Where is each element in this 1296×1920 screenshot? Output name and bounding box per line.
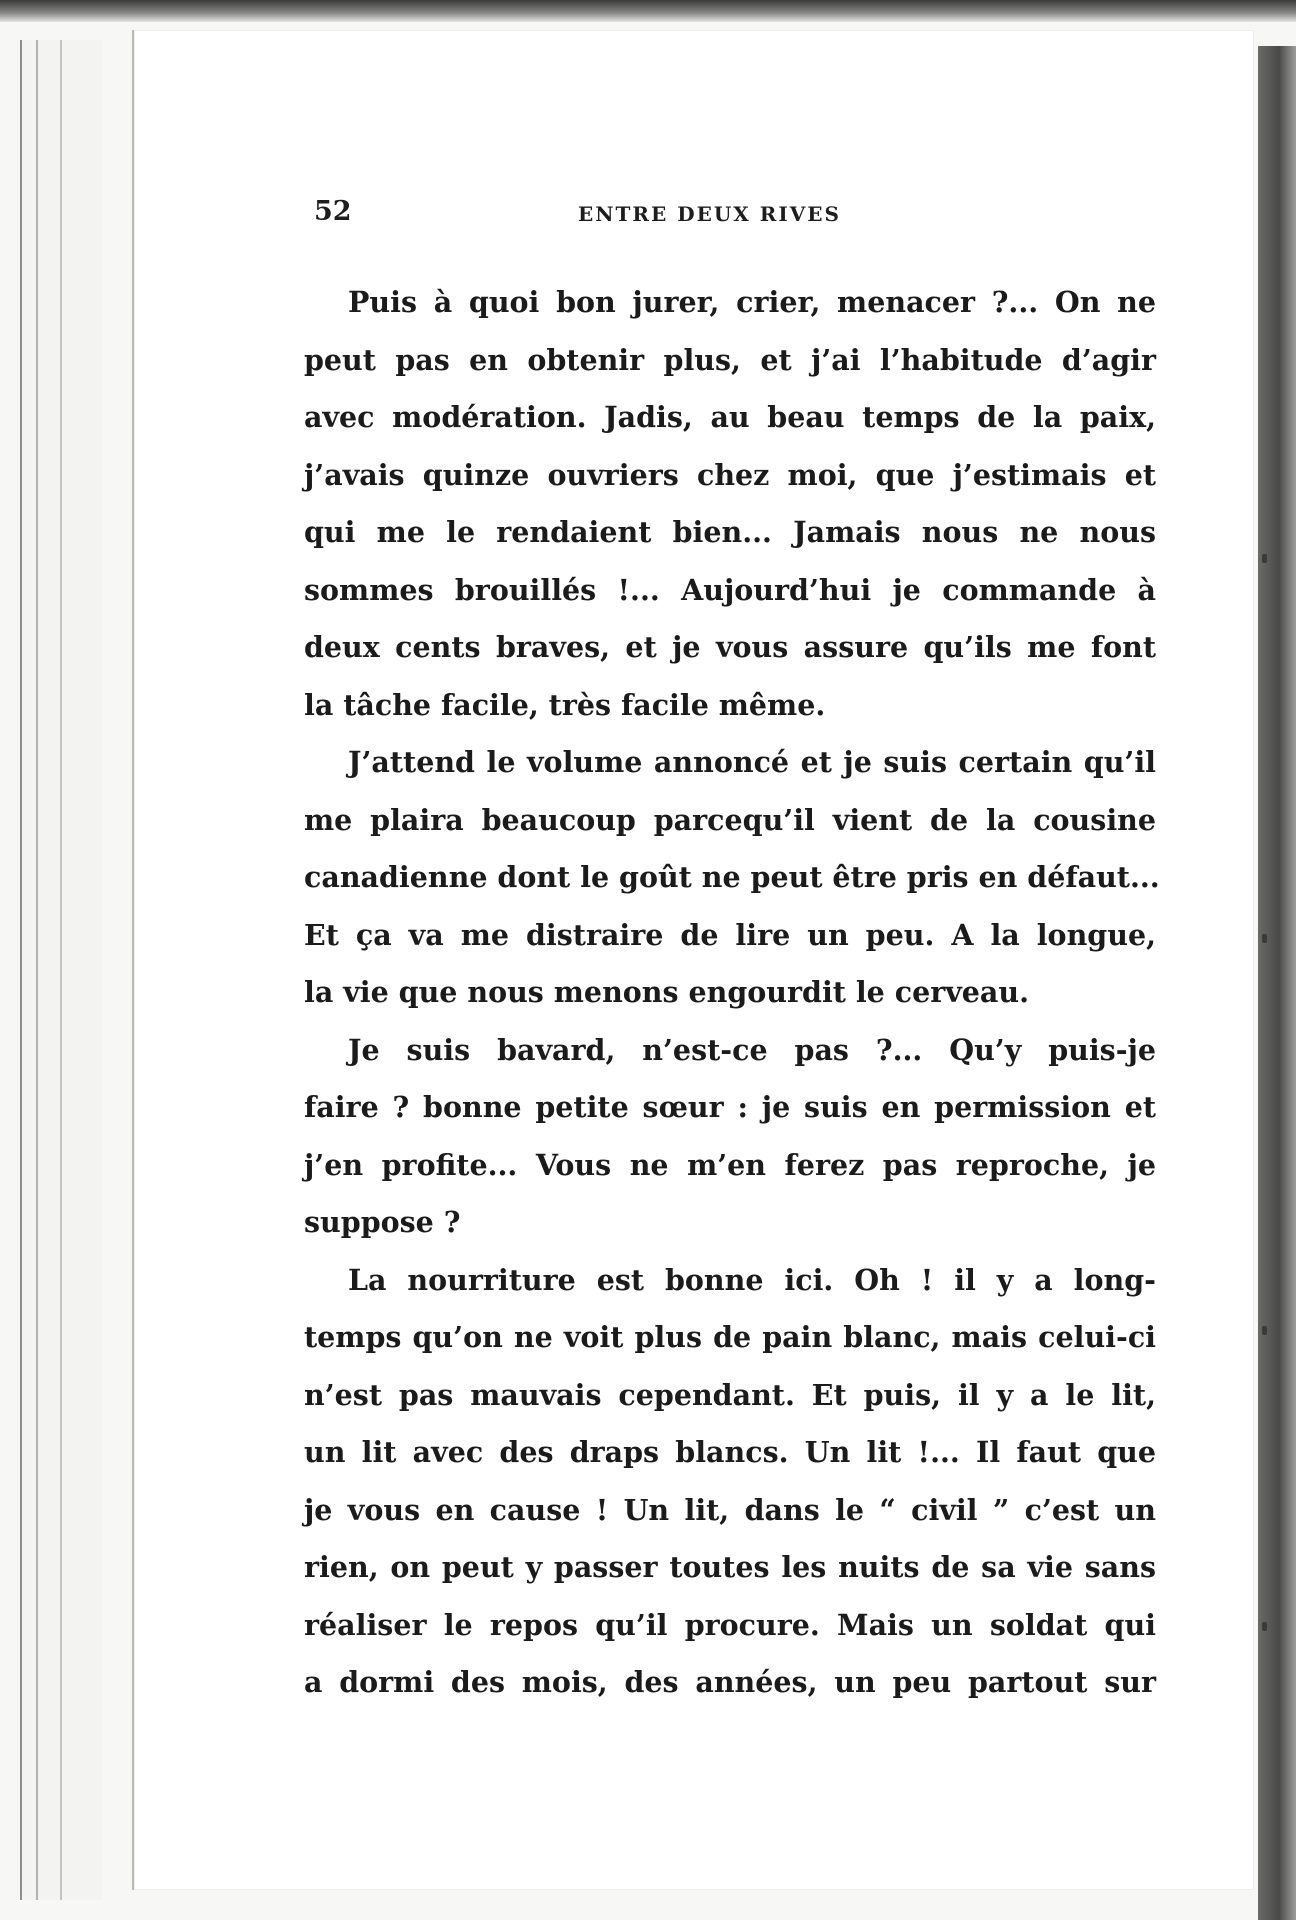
text-line: je vous en cause ! Un lit, dans le “ civil ” c’est un	[304, 1492, 1156, 1527]
text-line: peut pas en obtenir plus, et j’ai l’habitude d’agir	[304, 342, 1156, 377]
text-line: canadienne dont le goût ne peut être pris en défaut...	[304, 860, 1160, 894]
scan-speck	[1262, 1622, 1267, 1631]
scan-speck	[1262, 554, 1267, 563]
text-line: sommes brouillés !... Aujourd’hui je commande à	[304, 572, 1156, 607]
text-line: faire ? bonne petite sœur : je suis en permission et	[304, 1090, 1156, 1124]
text-line: Je suis bavard, n’est-ce pas ?... Qu’y puis-je	[348, 1032, 1156, 1067]
text-line: deux cents braves, et je vous assure qu’ils me font	[304, 630, 1156, 664]
text-line: Puis à quoi bon jurer, crier, menacer ?... On ne	[348, 285, 1156, 319]
scan-speck	[1262, 934, 1267, 943]
text-line: la tâche facile, très facile même.	[304, 687, 826, 722]
text-line: Et ça va me distraire de lire un peu. A la longue,	[304, 917, 1156, 952]
text-line: avec modération. Jadis, au beau temps de la paix,	[304, 400, 1156, 434]
page-edge	[60, 40, 102, 1900]
scan-speck	[1262, 1326, 1267, 1335]
running-title: ENTRE DEUX RIVES	[578, 202, 841, 226]
scan-top-border	[0, 0, 1296, 22]
text-line: me plaira beaucoup parcequ’il vient de la cousine	[304, 802, 1156, 837]
text-line: n’est pas mauvais cependant. Et puis, il y a le lit,	[304, 1377, 1156, 1412]
text-line: temps qu’on ne voit plus de pain blanc, mais celui-ci	[304, 1320, 1156, 1354]
text-line: la vie que nous menons engourdit le cerveau.	[304, 975, 1030, 1009]
text-line: La nourriture est bonne ici. Oh ! il y a long-	[348, 1262, 1156, 1297]
body-text	[304, 274, 1160, 1712]
running-header	[314, 196, 1154, 236]
text-line: J’attend le volume annoncé et je suis certain qu’il	[348, 745, 1156, 779]
text-line: a dormi des mois, des années, un peu partout sur	[304, 1665, 1156, 1699]
text-line: un lit avec des draps blancs. Un lit !... Il faut que	[304, 1435, 1156, 1469]
text-line: suppose ?	[304, 1205, 461, 1239]
text-line: réaliser le repos qu’il procure. Mais un soldat qui	[304, 1607, 1156, 1642]
text-line: j’en profite... Vous ne m’en ferez pas reproche, je	[304, 1147, 1156, 1182]
binding-shadow	[1258, 46, 1296, 1920]
text-line: j’avais quinze ouvriers chez moi, que j’estimais et	[304, 457, 1156, 492]
text-line: qui me le rendaient bien... Jamais nous ne nous	[304, 515, 1156, 549]
text-line: rien, on peut y passer toutes les nuits de sa vie sans	[304, 1550, 1156, 1584]
page-number: 52	[314, 196, 352, 227]
